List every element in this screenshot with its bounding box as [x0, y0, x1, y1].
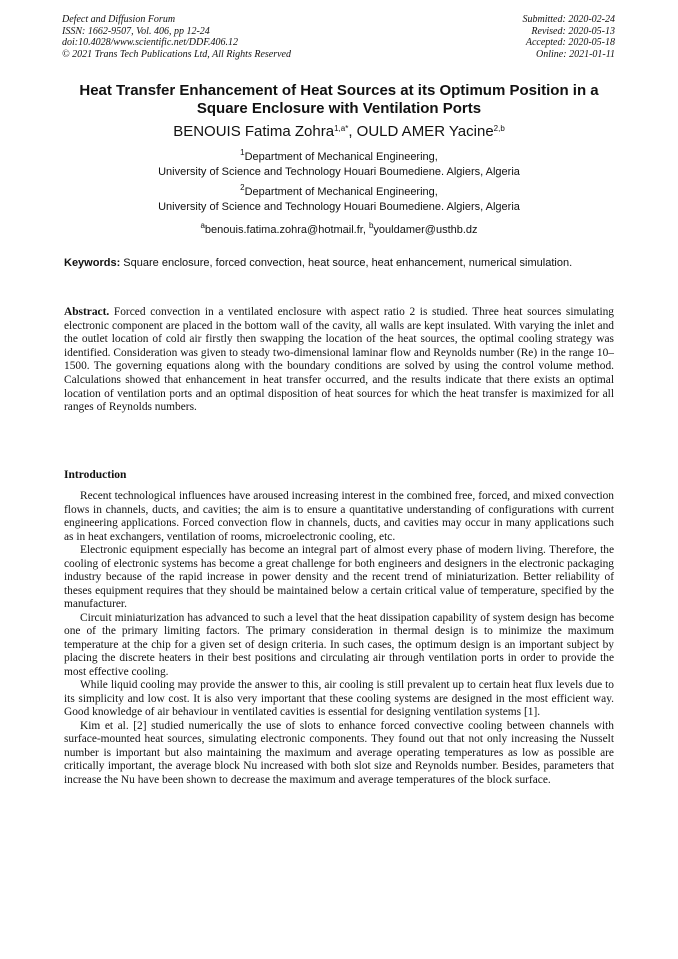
body-paragraph: Recent technological influences have aroused increasing interest in the combined free, forced, and mixed convection flows in channels, ducts, and cavities; the aim is to ensure a quantitative understanding of configurations with current engineering applications. Forced convection flow in channels, ducts, and cavities may occur in many applications such as in heat exchangers, ventilation of rooms, microelectronic cooling, etc.	[64, 490, 614, 543]
abstract-section	[64, 306, 614, 415]
body-paragraph: Electronic equipment especially has become an integral part of almost every phase of modern living. Therefore, the cooling of electronic systems has become a great challenge for both engineers and designers in the electronic packaging industry because of the rapid increase in power density and the recent trend of miniaturization. Better reliability of theses equipment requires that they should be maintained below a certain critical value of temperature, specified by the manufacturer.	[64, 544, 614, 610]
author-list	[60, 123, 618, 141]
keywords-label: Keywords:	[64, 257, 121, 269]
affiliation-marker: 1	[240, 148, 245, 157]
email-separator: ,	[362, 224, 369, 236]
header-journal-info	[62, 14, 291, 60]
keywords-section	[64, 256, 614, 270]
affiliation-2	[60, 185, 618, 214]
affiliation-department: Department of Mechanical Engineering,	[244, 151, 438, 163]
author-emails	[60, 223, 618, 237]
header-dates	[523, 14, 616, 60]
journal-issn: ISSN: 1662-9507, Vol. 406, pp 12-24	[62, 25, 210, 37]
email-address[interactable]: youldamer@usthb.dz	[373, 224, 478, 236]
submitted-date: Submitted: 2020-02-24	[522, 14, 615, 25]
keywords-text: Square enclosure, forced convection, heat source, heat enhancement, numerical simulation.	[120, 257, 573, 269]
introduction-body	[64, 490, 614, 787]
abstract-label: Abstract.	[64, 306, 110, 318]
journal-name: Defect and Diffusion Forum	[62, 14, 176, 25]
abstract-text: Forced convection in a ventilated enclosure with aspect ratio 2 is studied. Three heat sources simulating electronic component are placed in the bottom wall of the cavity, all walls are kept insulated. With varying the inlet and the outlet location of cold air firstly then swapping the location of the heat sources, the optimal cooling strategy was identified. Consideration was given to steady two-dimensional laminar flow and Reynolds number (Re) in the range 10–1500. The governing equations along with the boundary conditions are solved by using the control volume method. Calculations showed that enhancement in heat transfer occurred, and the results indicate that there exists an optimal location of ventilation ports and an optimal disposition of heat sources for which the heat transfer is maximized for all ranges of Reynolds numbers.	[64, 306, 614, 414]
body-paragraph: Kim et al. [2] studied numerically the use of slots to enhance forced convective cooling between channels with surface-mounted heat sources, simulating electronic components. They found out that not only increasing the Nusselt number is important but also maintaining the maximum and average operating temperatures as low as possible are critically important, the average block Nu increased with both slot size and Reynolds number. Besides, parameters that increase the Nu have been shown to decrease the maximum and average temperatures of the block surface.	[64, 719, 614, 786]
section-heading-introduction: Introduction	[64, 469, 127, 481]
revised-date: Revised: 2020-05-13	[531, 25, 615, 37]
author-name: OULD AMER Yacine	[356, 123, 494, 140]
affiliation-1	[60, 150, 618, 179]
email-marker: b	[368, 221, 374, 230]
paper-title: Heat Transfer Enhancement of Heat Sources at its Optimum Position in a Square Enclosure with Ventilation Ports	[79, 82, 599, 117]
article-doi: doi:10.4028/www.scientific.net/DDF.406.12	[62, 37, 239, 49]
email-marker: a	[200, 221, 205, 230]
author-name: BENOUIS Fatima Zohra	[173, 123, 335, 140]
email-address[interactable]: benouis.fatima.zohra@hotmail.fr	[204, 224, 363, 236]
author-affiliation-marker: 1,a*	[334, 124, 349, 133]
affiliation-university: University of Science and Technology Houari Boumediene. Algiers, Algeria	[158, 200, 520, 213]
affiliation-department: Department of Mechanical Engineering,	[244, 186, 438, 198]
author-affiliation-marker: 2,b	[493, 124, 505, 133]
affiliation-marker: 2	[240, 183, 245, 192]
affiliation-university: University of Science and Technology Houari Boumediene. Algiers, Algeria	[158, 165, 520, 178]
online-date: Online: 2021-01-11	[536, 48, 615, 60]
accepted-date: Accepted: 2020-05-18	[525, 37, 615, 49]
body-paragraph: Circuit miniaturization has advanced to such a level that the heat dissipation capability of system design has become one of the primary limiting factors. The primary consideration in thermal design is to minimize the maximum temperature at the chip for a given set of design criteria. In such cases, the optimum design is an important subject by placing the discrete heaters in their best positions and circulating air through ventilation ports in order to provide the most effective cooling.	[64, 611, 614, 678]
copyright-notice: © 2021 Trans Tech Publications Ltd, All Rights Reserved	[62, 48, 291, 60]
author-separator: ,	[348, 123, 357, 140]
body-paragraph: While liquid cooling may provide the answer to this, air cooling is still prevalent up to certain heat flux levels due to its simplicity and low cost. It is also very important that these cooling systems are designed in the most efficient way. Good knowledge of air behaviour in ventilated cavities is essential for designing ventilation systems [1].	[64, 679, 614, 718]
